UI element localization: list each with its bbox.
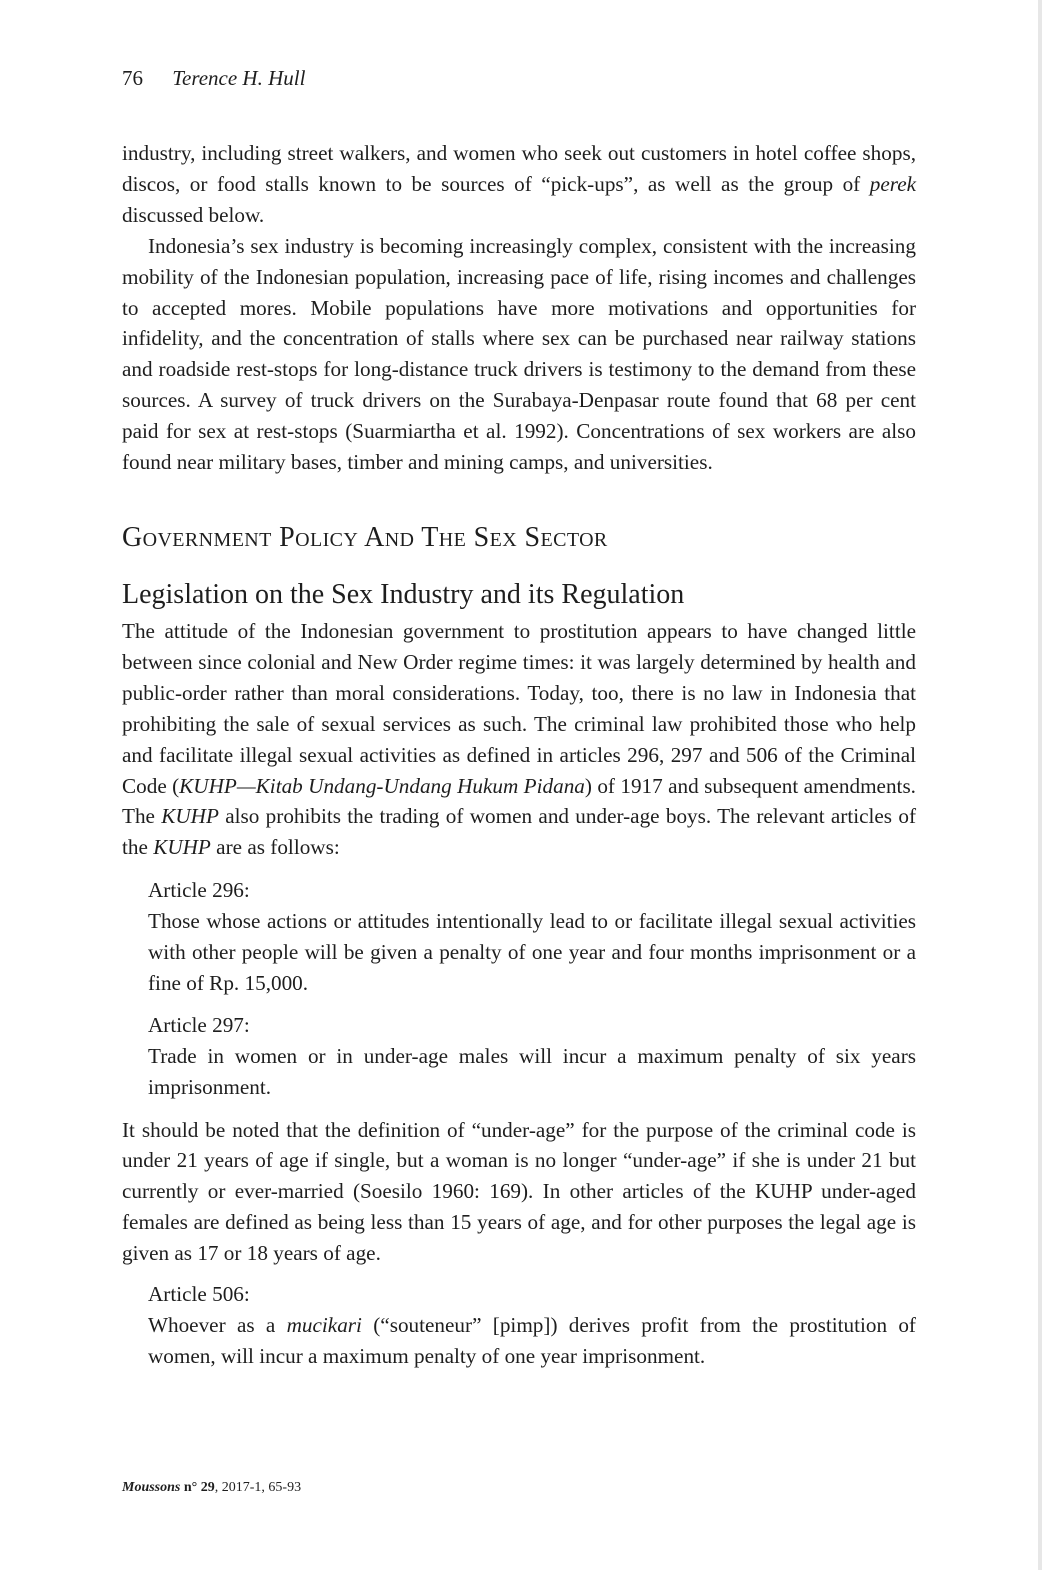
- article-296-text: Those whose actions or attitudes intentionally lead to or facilitate illegal sexual activities with other people will be given a penalty of one year and four months imprisonment or a fine of Rp. 15,000.: [148, 909, 916, 995]
- article-506-block: [148, 1279, 916, 1372]
- running-head-author: Terence H. Hull: [172, 66, 306, 90]
- article-297-text: Trade in women or in under-age males will incur a maximum penalty of six years imprisonment.: [148, 1043, 916, 1099]
- page-edge: [1038, 0, 1042, 1570]
- footer-issue: n° 29: [180, 1480, 215, 1495]
- article-297-title: Article 297:: [148, 1012, 250, 1037]
- footer-pages: , 2017-1, 65-93: [214, 1480, 302, 1495]
- paragraph-complexity: Indonesia’s sex industry is becoming increasingly complex, consistent with the increasing mobility of the Indonesian population, increasing pace of life, rising incomes and challenges to accepted mores. Mobile populations have more motivations and opportunities for infidelity, and the concentration of stalls where sex can be purchased near railway stations and roadside rest-stops for long-distance truck drivers is testimony to the demand from these sources. A survey of truck drivers on the Surabaya-Denpasar route found that 68 per cent paid for sex at rest-stops (Suarmiartha et al. 1992). Concentrations of sex workers are also found near military bases, timber and mining camps, and universities.: [122, 233, 916, 475]
- article-296-title: Article 296:: [148, 878, 250, 903]
- page-body: [122, 138, 916, 1372]
- running-header: [122, 64, 305, 92]
- page-footer: [122, 1478, 301, 1498]
- page-number: 76: [122, 66, 143, 90]
- article-296-block: [148, 875, 916, 999]
- article-297-block: [148, 1010, 916, 1103]
- footer-journal: Moussons: [122, 1480, 181, 1495]
- article-506-text: Whoever as a mucikari (“souteneur” [pimp]) derives profit from the prostitution of women, will incur a maximum penalty of one year imprisonment.: [148, 1313, 916, 1368]
- section-heading: Government Policy And The Sex Sector: [122, 521, 608, 553]
- paragraph-legislation: The attitude of the Indonesian government to prostitution appears to have changed little between since colonial and New Order regime times: it was largely determined by health and public-order rather than moral considerations. Today, too, there is no law in Indonesia that prohibiting the sale of sexual services as such. The criminal law prohibited those who help and facilitate illegal sexual activities as defined in articles 296, 297 and 506 of the Criminal Code (KUHP—Kitab Undang-Undang Hukum Pidana) of 1917 and subsequent amendments. The KUHP also prohibits the trading of women and under-age boys. The relevant articles of the KUHP are as follows:: [122, 618, 916, 860]
- article-506-title: Article 506:: [148, 1282, 250, 1307]
- subsection-heading: Legislation on the Sex Industry and its Regulation: [122, 578, 685, 610]
- paragraph-underage-definition: It should be noted that the definition of “under-age” for the purpose of the criminal code is under 21 years of age if single, but a woman is no longer “under-age” if she is under 21 but currently or ever-married (Soesilo 1960: 169). In other articles of the KUHP under-aged females are defined as being less than 15 years of age, and for other purposes the legal age is given as 17 or 18 years of age.: [122, 1117, 916, 1266]
- paragraph-industry-continued: industry, including street walkers, and women who seek out customers in hotel coffee shops, discos, or food stalls known to be sources of “pick-ups”, as well as the group of perek discussed below.: [122, 141, 916, 227]
